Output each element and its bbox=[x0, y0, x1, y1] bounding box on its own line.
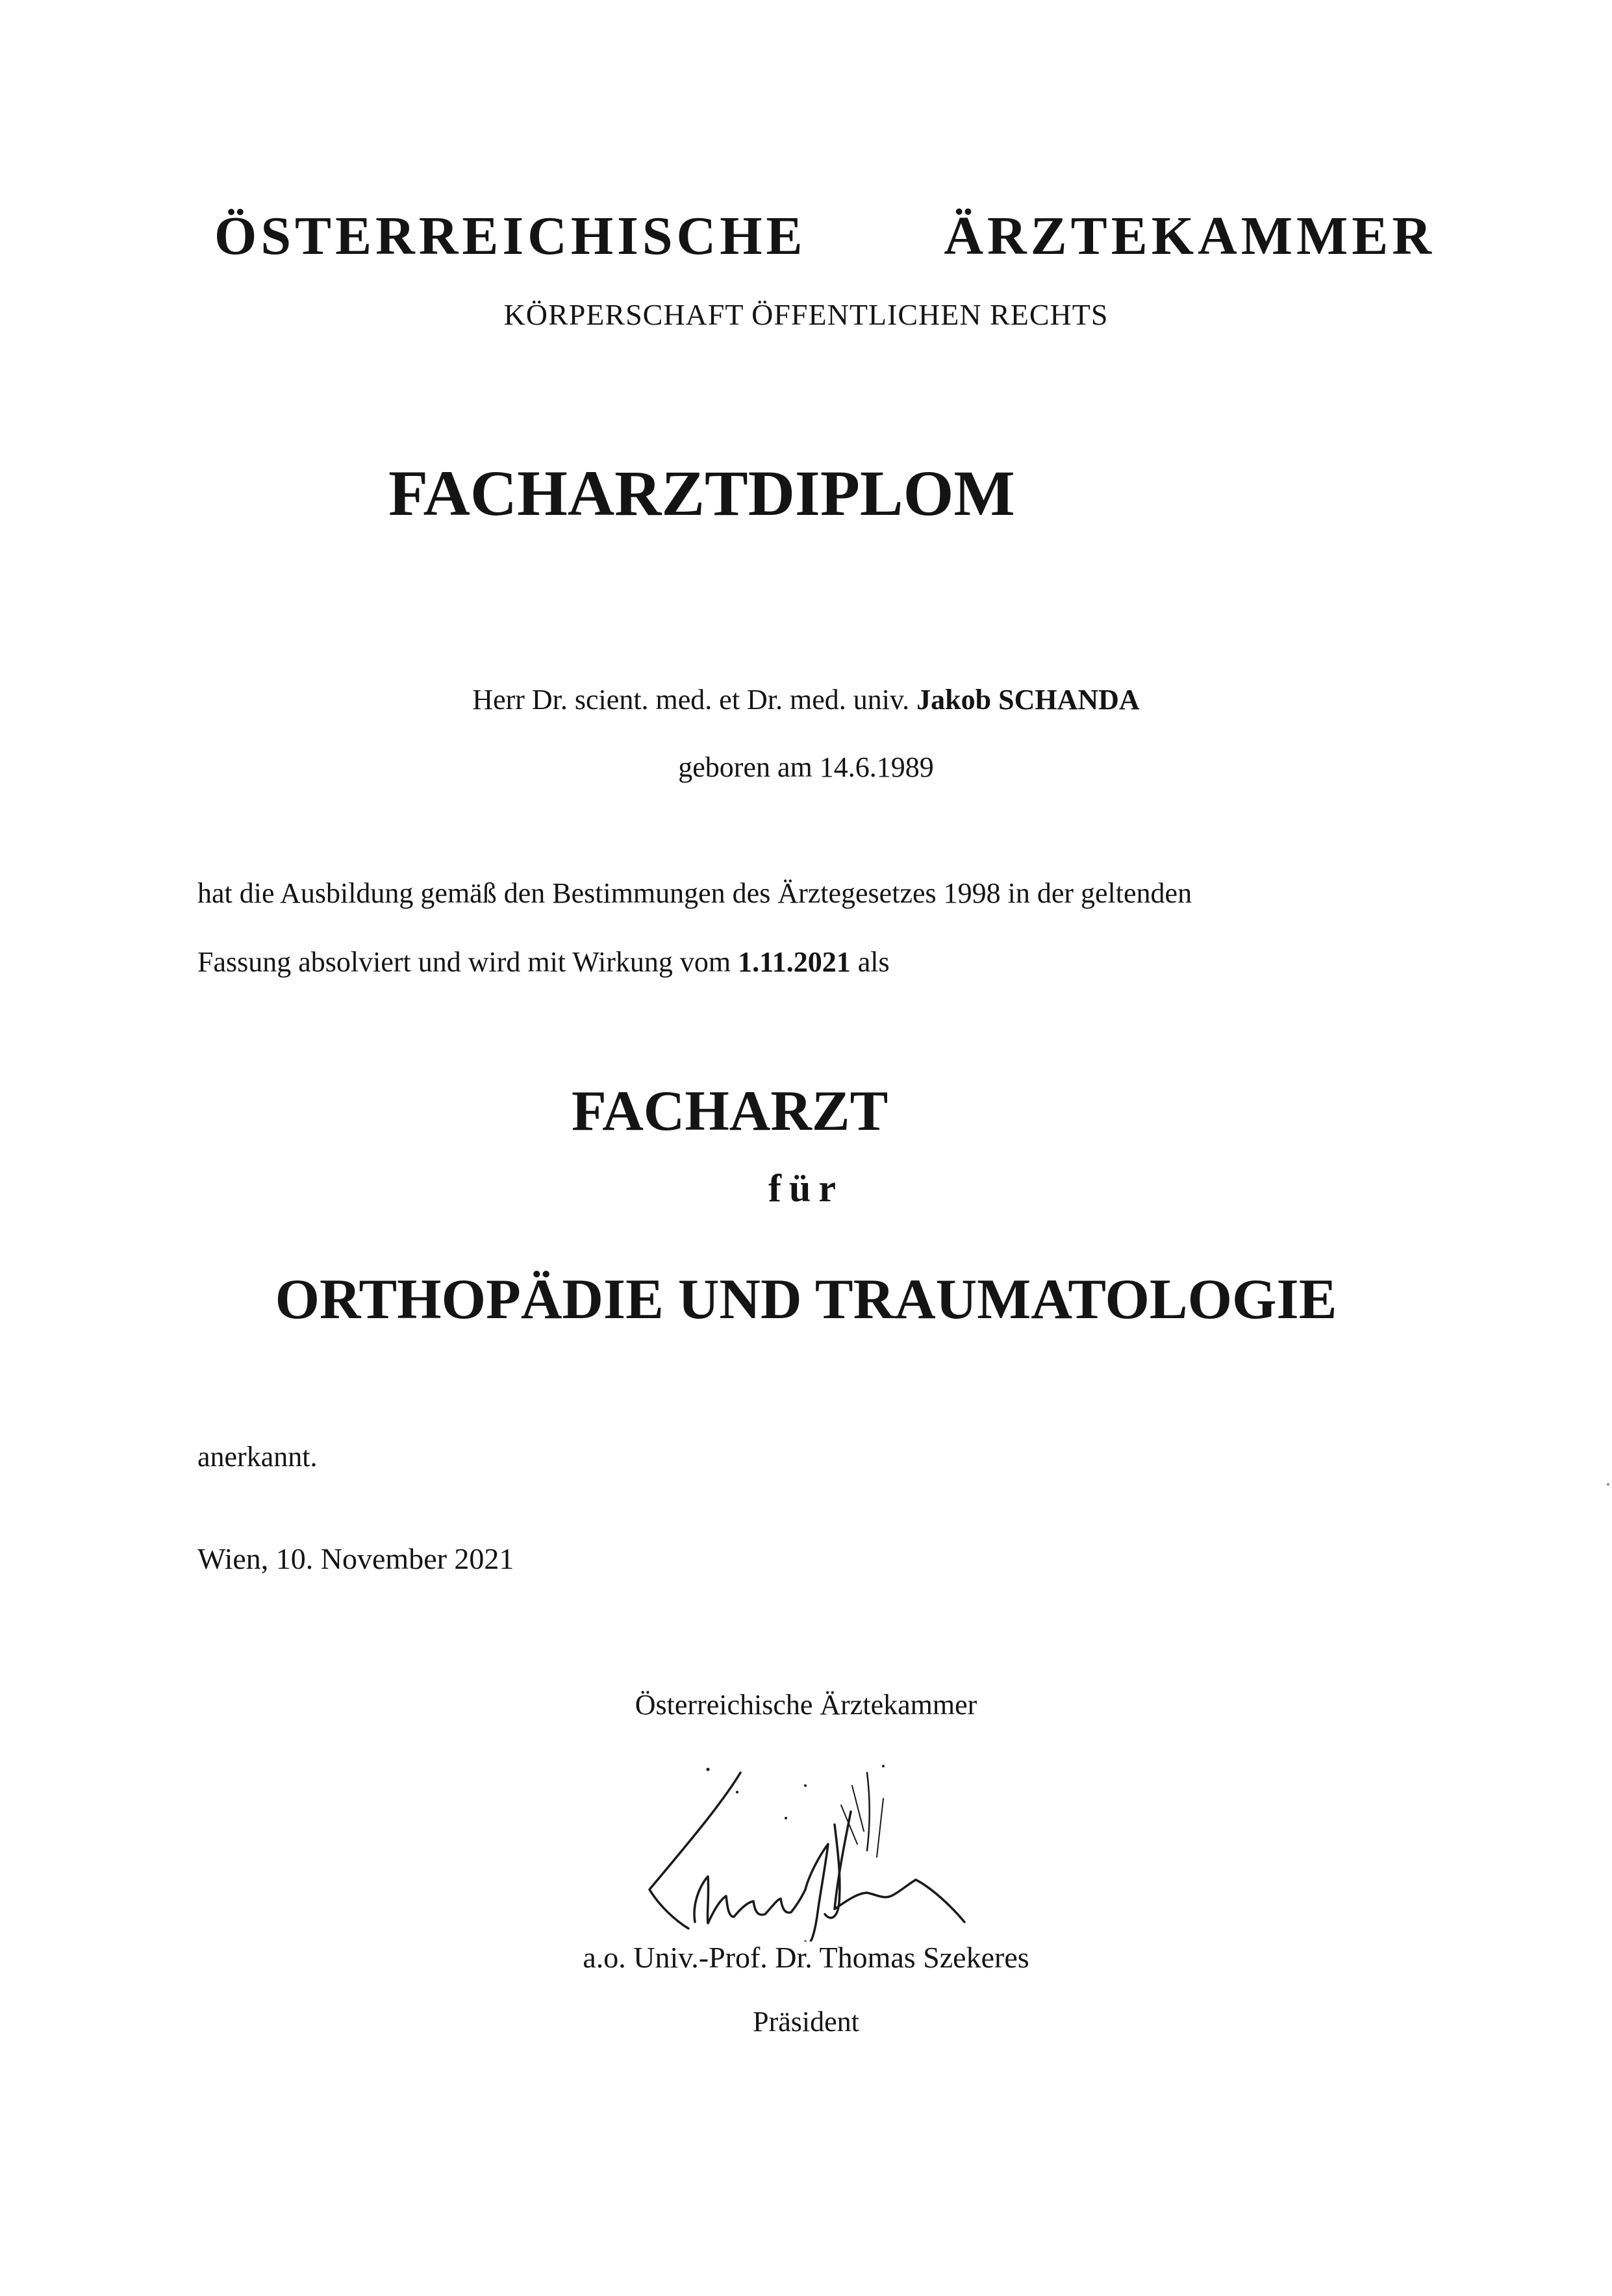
recognized-text: anerkannt. bbox=[197, 1441, 318, 1473]
body-text-line-1: hat die Ausbildung gemäß den Bestimmungen des Ärztegesetzes 1998 in der geltenden bbox=[197, 877, 1192, 909]
specialist-title: FACHARZT bbox=[572, 1080, 888, 1143]
specialist-for: für bbox=[768, 1167, 844, 1210]
institution-name: ÖSTERREICHISCHE ÄRZTEKAMMER bbox=[214, 206, 1435, 266]
effective-date: 1.11.2021 bbox=[738, 946, 851, 978]
specialty-name: ORTHOPÄDIE UND TRAUMATOLOGIE bbox=[275, 1268, 1337, 1331]
place-and-date: Wien, 10. November 2021 bbox=[197, 1542, 514, 1575]
body-text-suffix: als bbox=[857, 946, 890, 978]
body-text-prefix: Fassung absolviert und wird mit Wirkung vom bbox=[197, 946, 731, 978]
signature-image bbox=[611, 1747, 1026, 1941]
recipient-prefix: Herr Dr. scient. med. et Dr. med. univ. bbox=[472, 684, 910, 716]
body-text-line-2 bbox=[197, 948, 890, 977]
recipient-name: Jakob SCHANDA bbox=[916, 684, 1140, 716]
document-title: FACHARZTDIPLOM bbox=[388, 457, 1015, 529]
institution-subtitle: KÖRPERSCHAFT ÖFFENTLICHEN RECHTS bbox=[503, 298, 1109, 331]
signer-title: Präsident bbox=[753, 2006, 859, 2038]
birth-date-line: geboren am 14.6.1989 bbox=[678, 751, 934, 783]
scan-speck bbox=[1607, 1483, 1609, 1486]
recipient-line bbox=[0, 686, 1612, 714]
issuing-organization: Österreichische Ärztekammer bbox=[635, 1689, 977, 1721]
signer-name: a.o. Univ.-Prof. Dr. Thomas Szekeres bbox=[583, 1941, 1029, 1974]
